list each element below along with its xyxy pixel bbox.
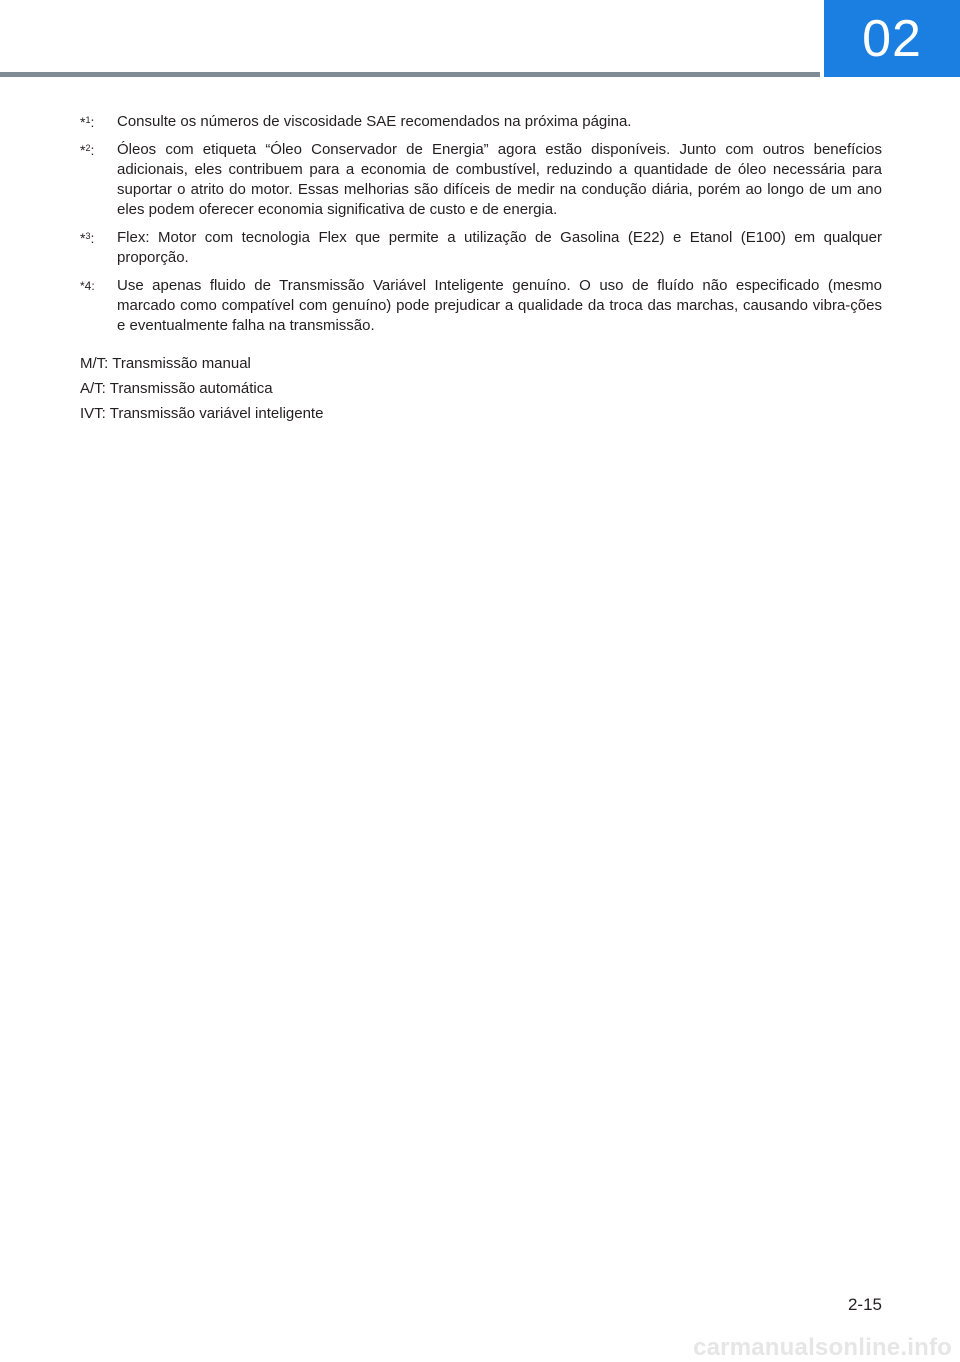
chapter-tab — [824, 0, 960, 77]
abbreviation-item: A/T: Transmissão automática — [80, 380, 273, 397]
watermark: carmanualsonline.info — [693, 1334, 952, 1361]
footnote-marker: *$^3$: — [80, 230, 95, 246]
abbreviation-item: M/T: Transmissão manual — [80, 355, 251, 372]
chapter-number: 02 — [862, 9, 922, 68]
footnote-marker: *$^2$: — [80, 142, 95, 158]
abbreviation-item: IVT: Transmissão variável inteligente — [80, 405, 324, 422]
footnote-3 — [80, 228, 882, 268]
footnote-4 — [80, 276, 882, 336]
footnote-2 — [80, 140, 882, 220]
footnote-text: Use apenas fluido de Transmissão Variável Inteligente genuíno. O uso de fluído não especificado (mesmo marcado como compatível com genuíno) pode prejudicar a qualidade da troca das marchas, causando vibra-ções e eventualmente falha na transmissão. — [117, 277, 882, 334]
footnote-marker: *4: — [80, 279, 95, 293]
footnotes-section — [80, 112, 882, 429]
header-rule — [0, 72, 820, 77]
footnote-text: Flex: Motor com tecnologia Flex que permite a utilização de Gasolina (E22) e Etanol (E100) em qualquer proporção. — [117, 229, 882, 266]
footnote-text: Óleos com etiqueta “Óleo Conservador de Energia” agora estão disponíveis. Junto com outros benefícios adicionais, eles contribuem para a economia de combustível, reduzindo a quantidade de óleo necessária para suportar o atrito do motor. Essas melhorias são difíceis de medir na condução diária, porém ao longo de um ano eles podem oferecer economia significativa de custo e de energia. — [117, 141, 882, 218]
page-number: 2-15 — [847, 1295, 882, 1314]
abbreviation-list — [80, 354, 882, 424]
footnote-text: Consulte os números de viscosidade SAE recomendados na próxima página. — [117, 113, 632, 130]
footnote-marker: *$^1$: — [80, 114, 95, 130]
footnote-1 — [80, 112, 882, 132]
